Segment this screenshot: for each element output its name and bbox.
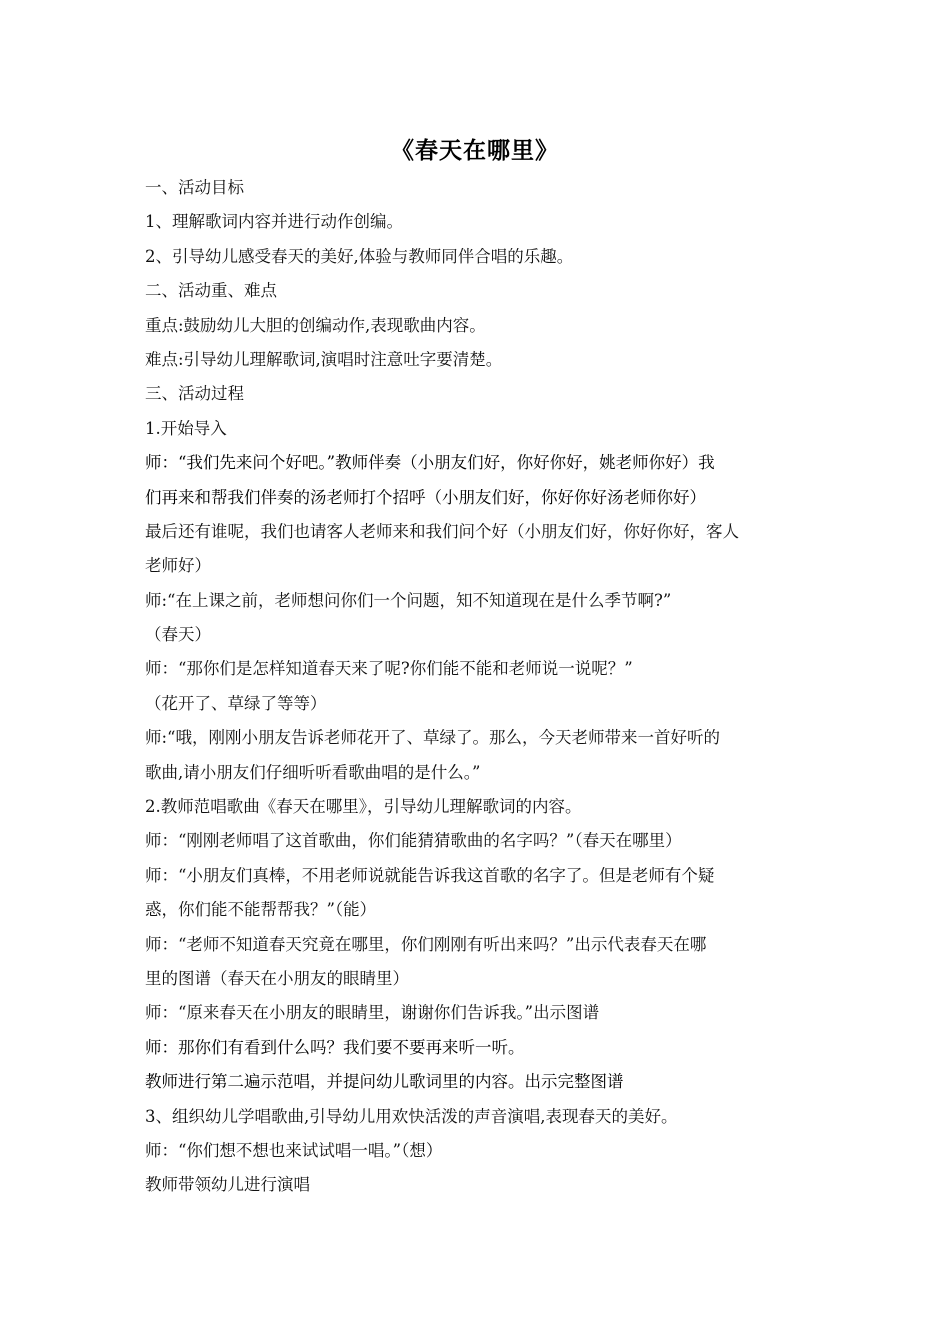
paragraph-line: 教师带领幼儿进行演唱	[145, 1175, 310, 1195]
paragraph-line: 师：“刚刚老师唱了这首歌曲，你们能猜猜歌曲的名字吗？”（春天在哪里）	[145, 831, 682, 851]
paragraph-line: 师：“小朋友们真棒，不用老师说就能告诉我这首歌的名字了。但是老师有个疑	[145, 865, 715, 885]
step-heading-learn: 3、组织幼儿学唱歌曲,引导幼儿用欢快活泼的声音演唱,表现春天的美好。	[145, 1106, 678, 1126]
paragraph-line: 惑，你们能不能帮帮我？”（能）	[145, 900, 377, 920]
section-heading-key-points: 二、活动重、难点	[145, 281, 277, 301]
paragraph-line: 教师进行第二遍示范唱，并提问幼儿歌词里的内容。出示完整图谱	[145, 1072, 624, 1092]
paragraph-line: （春天）	[145, 625, 211, 645]
paragraph-line: 师：“你们想不想也来试试唱一唱。”（想）	[145, 1140, 443, 1160]
paragraph-line: 最后还有谁呢，我们也请客人老师来和我们问个好（小朋友们好，你好你好，客人	[145, 521, 739, 541]
step-heading-demo: 2.教师范唱歌曲《春天在哪里》，引导幼儿理解歌词的内容。	[145, 797, 582, 817]
section-heading-goals: 一、活动目标	[145, 178, 244, 197]
paragraph-line: 师:“哦，刚刚小朋友告诉老师花开了、草绿了。那么，今天老师带来一首好听的	[145, 728, 720, 748]
goal-item-2: 2、引导幼儿感受春天的美好,体验与教师同伴合唱的乐趣。	[145, 246, 574, 266]
paragraph-line: 师:“在上课之前，老师想问你们一个问题，知不知道现在是什么季节啊?”	[145, 590, 672, 610]
paragraph-line: 师：“我们先来问个好吧。”教师伴奏（小朋友们好，你好你好，姚老师你好）我	[145, 453, 715, 473]
paragraph-line: （花开了、草绿了等等）	[145, 693, 327, 713]
paragraph-line: 歌曲,请小朋友们仔细听听看歌曲唱的是什么。”	[145, 762, 481, 782]
paragraph-line: 师：“原来春天在小朋友的眼睛里，谢谢你们告诉我。”出示图谱	[145, 1003, 600, 1023]
paragraph-line: 们再来和帮我们伴奏的汤老师打个招呼（小朋友们好，你好你好汤老师你好）	[145, 487, 706, 507]
paragraph-line: 师：那你们有看到什么吗？我们要不要再来听一听。	[145, 1037, 525, 1057]
section-heading-process: 三、活动过程	[145, 384, 244, 404]
paragraph-line: 老师好）	[145, 556, 211, 576]
paragraph-line: 师：“那你们是怎样知道春天来了呢?你们能不能和老师说一说呢？”	[145, 659, 633, 679]
paragraph-line: 师：“老师不知道春天究竟在哪里，你们刚刚有听出来吗？”出示代表春天在哪	[145, 934, 707, 954]
step-heading-intro: 1.开始导入	[145, 418, 227, 438]
goal-item-1: 1、理解歌词内容并进行动作创编。	[145, 212, 403, 232]
key-point: 重点:鼓励幼儿大胆的创编动作,表现歌曲内容。	[145, 315, 486, 335]
paragraph-line: 里的图谱（春天在小朋友的眼睛里）	[145, 968, 409, 988]
document-title: 《春天在哪里》	[391, 137, 559, 164]
document-body	[145, 171, 810, 1203]
difficult-point: 难点:引导幼儿理解歌词,演唱时注意吐字要清楚。	[145, 349, 503, 369]
